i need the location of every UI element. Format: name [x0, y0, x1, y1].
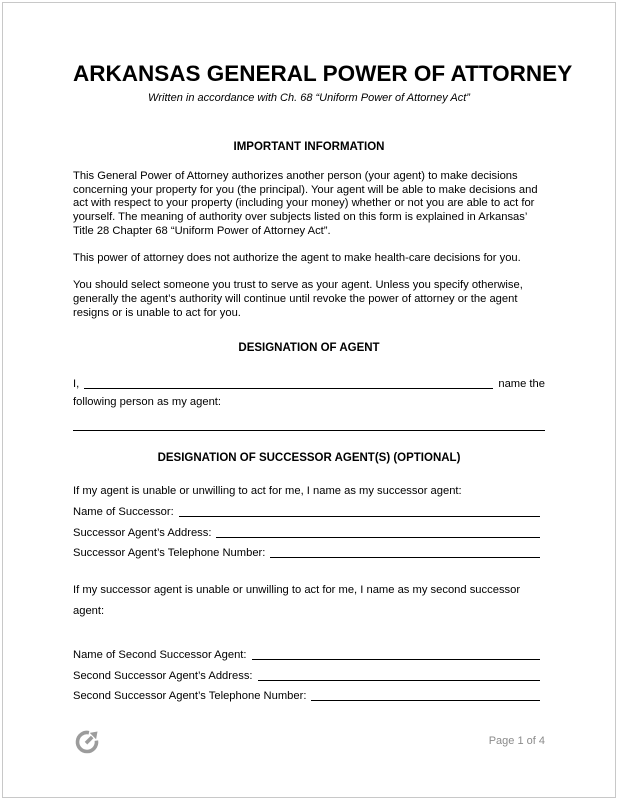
second-successor-phone-line[interactable]	[311, 689, 540, 701]
circular-arrow-logo-icon	[73, 727, 101, 755]
second-successor-phone-row	[73, 689, 545, 703]
section-heading-designation-of-agent: DESIGNATION OF AGENT	[238, 342, 380, 355]
second-successor-address-row	[73, 669, 545, 683]
principal-name-prefix: I,	[73, 378, 80, 391]
second-successor-phone-label: Second Successor Agent’s Telephone Number:	[73, 690, 307, 703]
successor-intro: If my agent is unable or unwilling to act for me, I name as my successor agent:	[73, 485, 462, 498]
document-title: ARKANSAS GENERAL POWER OF ATTORNEY	[73, 61, 573, 86]
paragraph-healthcare: This power of attorney does not authorize the agent to make health-care decisions for you.	[73, 251, 521, 264]
second-successor-name-row	[73, 648, 545, 662]
section-heading-successor-agents: DESIGNATION OF SUCCESSOR AGENT(S) (OPTIONAL)	[157, 452, 461, 465]
successor-name-row	[73, 505, 545, 519]
second-successor-name-line[interactable]	[252, 648, 540, 660]
second-successor-name-label: Name of Second Successor Agent:	[73, 649, 247, 662]
agent-intro-line2: following person as my agent:	[73, 396, 222, 409]
principal-name-line[interactable]	[84, 377, 493, 389]
successor-address-label: Successor Agent’s Address:	[73, 526, 212, 539]
paragraph-agent-selection: You should select someone you trust to serve as your agent. Unless you specify otherwise, generally the agent’s authority will continue until revoke the power of attorney or the agent resigns or is unable to act for you.	[73, 279, 523, 319]
successor-address-line[interactable]	[216, 526, 540, 538]
page-number: Page 1 of 4	[488, 735, 545, 748]
second-successor-intro: If my successor agent is unable or unwilling to act for me, I name as my second successor agent:	[73, 584, 521, 618]
principal-name-suffix: name the	[498, 378, 545, 391]
successor-name-label: Name of Successor:	[73, 506, 174, 519]
successor-phone-row	[73, 546, 545, 560]
successor-phone-label: Successor Agent’s Telephone Number:	[73, 547, 266, 560]
successor-phone-line[interactable]	[270, 546, 540, 558]
successor-name-line[interactable]	[179, 505, 540, 517]
second-successor-address-label: Second Successor Agent’s Address:	[73, 669, 253, 682]
agent-name-line[interactable]	[73, 417, 545, 431]
document-subtitle: Written in accordance with Ch. 68 “Uniform Power of Attorney Act”	[148, 92, 470, 104]
paragraph-authorization: This General Power of Attorney authorizes another person (your agent) to make decisions concerning your property for you (the principal). Your agent will be able to make decisions and act with respect to your property (including your money) whether or not you are able to act for yourself. The meaning of authority over subjects listed on this form is explained in Arkansas’ Title 28 Chapter 68 “Uniform Power of Attorney Act”.	[73, 170, 538, 237]
page-footer	[73, 727, 545, 755]
section-heading-important-information: IMPORTANT INFORMATION	[233, 141, 385, 153]
principal-name-row	[73, 377, 545, 391]
successor-address-row	[73, 526, 545, 540]
second-successor-address-line[interactable]	[258, 669, 540, 681]
document-page	[73, 0, 573, 755]
